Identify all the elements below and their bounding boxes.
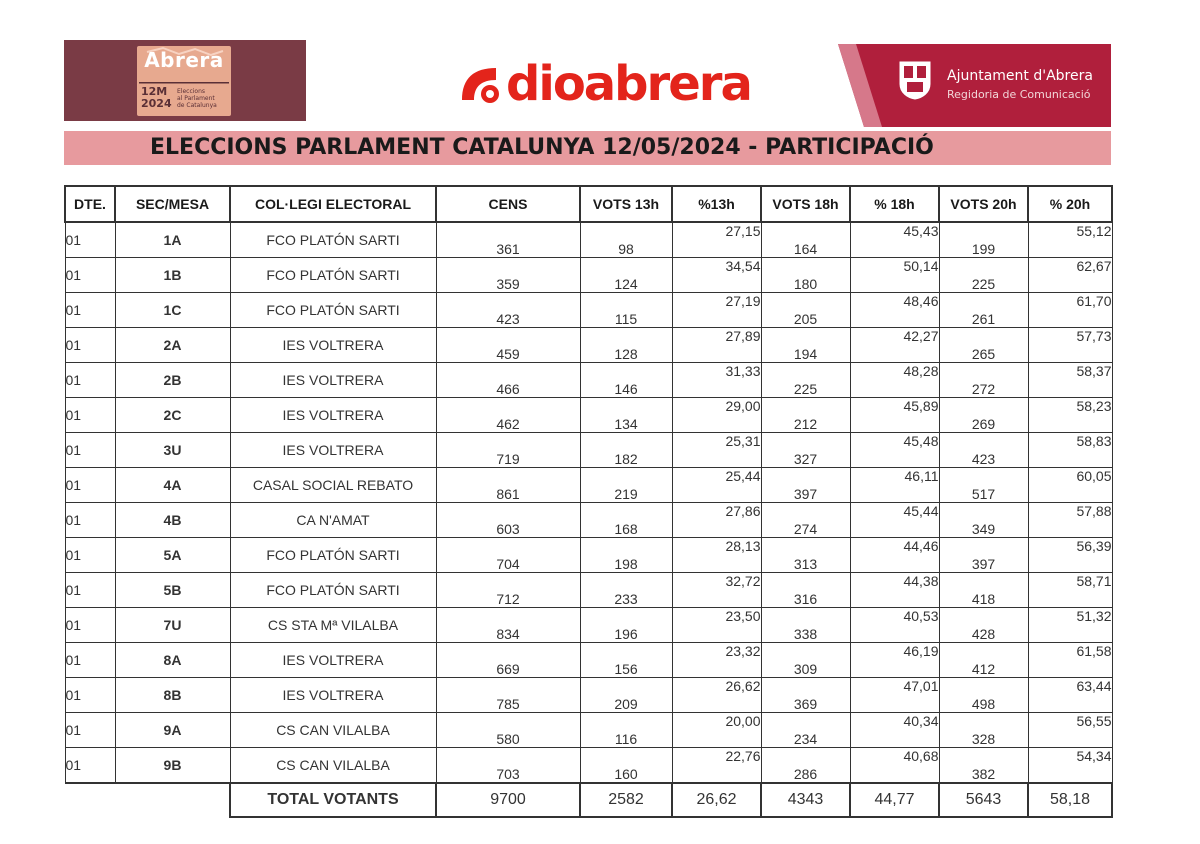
cell-vots-13h: 115 <box>580 293 672 328</box>
cell-pct-20h: 51,32 <box>1028 608 1112 643</box>
table-row <box>65 573 1112 608</box>
election-banner <box>64 40 306 121</box>
cell-dte: 01 <box>65 258 115 293</box>
cell-pct-18h: 46,19 <box>850 643 939 678</box>
cell-vots-18h: 164 <box>761 222 850 258</box>
cell-pct-20h: 57,73 <box>1028 328 1112 363</box>
cell-vots-13h: 134 <box>580 398 672 433</box>
total-pct-20h: 58,18 <box>1028 783 1112 817</box>
cell-pct-13h: 28,13 <box>672 538 761 573</box>
cell-sec-mesa: 5B <box>115 573 230 608</box>
cell-vots-20h: 269 <box>939 398 1028 433</box>
cell-pct-18h: 42,27 <box>850 328 939 363</box>
cell-vots-20h: 199 <box>939 222 1028 258</box>
cell-pct-13h: 27,19 <box>672 293 761 328</box>
cell-vots-13h: 160 <box>580 748 672 784</box>
cell-vots-13h: 128 <box>580 328 672 363</box>
ajuntament-subtitle: Regidoria de Comunicació <box>947 88 1091 101</box>
cell-pct-20h: 57,88 <box>1028 503 1112 538</box>
cell-vots-20h: 349 <box>939 503 1028 538</box>
table-row <box>65 503 1112 538</box>
cell-pct-20h: 58,37 <box>1028 363 1112 398</box>
cell-vots-20h: 328 <box>939 713 1028 748</box>
cell-dte: 01 <box>65 293 115 328</box>
table-row <box>65 643 1112 678</box>
cell-cens: 462 <box>436 398 580 433</box>
table-row <box>65 608 1112 643</box>
cell-vots-18h: 397 <box>761 468 850 503</box>
table-row <box>65 748 1112 784</box>
cell-dte: 01 <box>65 468 115 503</box>
cell-cens: 785 <box>436 678 580 713</box>
cell-sec-mesa: 2A <box>115 328 230 363</box>
cell-vots-13h: 182 <box>580 433 672 468</box>
cell-vots-13h: 196 <box>580 608 672 643</box>
cell-sec-mesa: 3U <box>115 433 230 468</box>
header-collegi: COL·LEGI ELECTORAL <box>230 186 436 222</box>
cell-pct-18h: 48,28 <box>850 363 939 398</box>
table-row <box>65 258 1112 293</box>
cell-vots-20h: 397 <box>939 538 1028 573</box>
table-row <box>65 713 1112 748</box>
cell-cens: 861 <box>436 468 580 503</box>
cell-dte: 01 <box>65 713 115 748</box>
cell-vots-20h: 225 <box>939 258 1028 293</box>
cell-vots-18h: 309 <box>761 643 850 678</box>
cell-sec-mesa: 5A <box>115 538 230 573</box>
cell-vots-18h: 338 <box>761 608 850 643</box>
cell-collegi: FCO PLATÓN SARTI <box>230 293 436 328</box>
cell-vots-18h: 369 <box>761 678 850 713</box>
total-cens: 9700 <box>436 783 580 817</box>
total-spacer <box>65 783 230 817</box>
header-pct-20h: % 20h <box>1028 186 1112 222</box>
cell-pct-13h: 31,33 <box>672 363 761 398</box>
cell-cens: 359 <box>436 258 580 293</box>
badge-subtitle: Eleccions al Parlament de Catalunya <box>177 88 217 109</box>
cell-collegi: FCO PLATÓN SARTI <box>230 258 436 293</box>
table-row <box>65 678 1112 713</box>
cell-pct-13h: 34,54 <box>672 258 761 293</box>
cell-sec-mesa: 1C <box>115 293 230 328</box>
cell-dte: 01 <box>65 328 115 363</box>
cell-pct-18h: 48,46 <box>850 293 939 328</box>
cell-vots-13h: 209 <box>580 678 672 713</box>
cell-pct-20h: 58,71 <box>1028 573 1112 608</box>
cell-sec-mesa: 8B <box>115 678 230 713</box>
table-row <box>65 468 1112 503</box>
cell-cens: 361 <box>436 222 580 258</box>
cell-sec-mesa: 1B <box>115 258 230 293</box>
cell-vots-13h: 98 <box>580 222 672 258</box>
cell-vots-20h: 498 <box>939 678 1028 713</box>
cell-vots-13h: 124 <box>580 258 672 293</box>
cell-collegi: FCO PLATÓN SARTI <box>230 538 436 573</box>
cell-vots-20h: 412 <box>939 643 1028 678</box>
cell-pct-18h: 45,89 <box>850 398 939 433</box>
cell-dte: 01 <box>65 678 115 713</box>
cell-sec-mesa: 8A <box>115 643 230 678</box>
cell-collegi: IES VOLTRERA <box>230 328 436 363</box>
cell-sec-mesa: 2B <box>115 363 230 398</box>
cell-pct-18h: 44,46 <box>850 538 939 573</box>
cell-pct-18h: 47,01 <box>850 678 939 713</box>
cell-vots-13h: 116 <box>580 713 672 748</box>
cell-vots-18h: 180 <box>761 258 850 293</box>
cell-vots-18h: 327 <box>761 433 850 468</box>
table-row <box>65 363 1112 398</box>
cell-pct-13h: 25,31 <box>672 433 761 468</box>
town-shield-icon <box>898 60 932 100</box>
cell-cens: 834 <box>436 608 580 643</box>
table-row <box>65 222 1112 258</box>
cell-collegi: CASAL SOCIAL REBATO <box>230 468 436 503</box>
cell-dte: 01 <box>65 538 115 573</box>
cell-pct-13h: 26,62 <box>672 678 761 713</box>
cell-dte: 01 <box>65 748 115 784</box>
cell-vots-20h: 418 <box>939 573 1028 608</box>
cell-vots-18h: 225 <box>761 363 850 398</box>
header-dte: DTE. <box>65 186 115 222</box>
cell-pct-13h: 25,44 <box>672 468 761 503</box>
total-label: TOTAL VOTANTS <box>230 783 436 817</box>
cell-pct-18h: 46,11 <box>850 468 939 503</box>
total-vots-20h: 5643 <box>939 783 1028 817</box>
cell-sec-mesa: 2C <box>115 398 230 433</box>
cell-vots-20h: 423 <box>939 433 1028 468</box>
cell-pct-20h: 56,39 <box>1028 538 1112 573</box>
ajuntament-banner <box>838 44 1111 127</box>
cell-pct-18h: 40,68 <box>850 748 939 784</box>
cell-pct-18h: 40,34 <box>850 713 939 748</box>
cell-pct-18h: 45,48 <box>850 433 939 468</box>
header-pct-18h: % 18h <box>850 186 939 222</box>
cell-dte: 01 <box>65 433 115 468</box>
table-row <box>65 293 1112 328</box>
cell-pct-13h: 27,89 <box>672 328 761 363</box>
cell-vots-13h: 156 <box>580 643 672 678</box>
cell-pct-20h: 61,70 <box>1028 293 1112 328</box>
title-bar <box>64 131 1111 165</box>
badge-town-name: Abrera <box>144 48 224 72</box>
cell-vots-18h: 313 <box>761 538 850 573</box>
cell-pct-20h: 61,58 <box>1028 643 1112 678</box>
participation-table <box>64 185 1113 818</box>
cell-sec-mesa: 4A <box>115 468 230 503</box>
total-vots-13h: 2582 <box>580 783 672 817</box>
cell-collegi: CS STA Mª VILALBA <box>230 608 436 643</box>
total-pct-13h: 26,62 <box>672 783 761 817</box>
radio-logo-icon <box>456 60 504 108</box>
cell-vots-18h: 316 <box>761 573 850 608</box>
election-badge <box>137 46 231 116</box>
header-vots-18h: VOTS 18h <box>761 186 850 222</box>
page-title: ELECCIONS PARLAMENT CATALUNYA 12/05/2024 - PARTICIPACIÓ <box>150 135 934 160</box>
cell-pct-13h: 32,72 <box>672 573 761 608</box>
cell-cens: 466 <box>436 363 580 398</box>
cell-vots-20h: 517 <box>939 468 1028 503</box>
header-pct-13h: %13h <box>672 186 761 222</box>
cell-vots-18h: 212 <box>761 398 850 433</box>
total-pct-18h: 44,77 <box>850 783 939 817</box>
cell-collegi: IES VOLTRERA <box>230 643 436 678</box>
cell-vots-18h: 286 <box>761 748 850 784</box>
cell-pct-20h: 58,23 <box>1028 398 1112 433</box>
cell-vots-18h: 194 <box>761 328 850 363</box>
table-row <box>65 328 1112 363</box>
radio-abrera-logo <box>456 54 751 114</box>
header-vots-13h: VOTS 13h <box>580 186 672 222</box>
header-sec-mesa: SEC/MESA <box>115 186 230 222</box>
cell-collegi: CA N'AMAT <box>230 503 436 538</box>
cell-collegi: IES VOLTRERA <box>230 398 436 433</box>
cell-pct-20h: 55,12 <box>1028 222 1112 258</box>
cell-pct-13h: 22,76 <box>672 748 761 784</box>
cell-pct-18h: 50,14 <box>850 258 939 293</box>
cell-pct-18h: 40,53 <box>850 608 939 643</box>
ajuntament-name: Ajuntament d'Abrera <box>947 68 1093 84</box>
cell-vots-13h: 198 <box>580 538 672 573</box>
cell-vots-20h: 382 <box>939 748 1028 784</box>
cell-collegi: FCO PLATÓN SARTI <box>230 573 436 608</box>
cell-vots-18h: 205 <box>761 293 850 328</box>
cell-cens: 712 <box>436 573 580 608</box>
cell-pct-13h: 29,00 <box>672 398 761 433</box>
cell-sec-mesa: 9B <box>115 748 230 784</box>
cell-sec-mesa: 9A <box>115 713 230 748</box>
cell-sec-mesa: 4B <box>115 503 230 538</box>
cell-cens: 669 <box>436 643 580 678</box>
cell-pct-13h: 23,50 <box>672 608 761 643</box>
cell-dte: 01 <box>65 608 115 643</box>
cell-pct-20h: 56,55 <box>1028 713 1112 748</box>
cell-vots-13h: 219 <box>580 468 672 503</box>
table-row <box>65 433 1112 468</box>
badge-date: 12M 2024 <box>141 85 172 110</box>
cell-dte: 01 <box>65 398 115 433</box>
table-row <box>65 398 1112 433</box>
cell-cens: 719 <box>436 433 580 468</box>
cell-pct-13h: 27,86 <box>672 503 761 538</box>
total-vots-18h: 4343 <box>761 783 850 817</box>
cell-pct-13h: 23,32 <box>672 643 761 678</box>
cell-cens: 423 <box>436 293 580 328</box>
cell-pct-20h: 62,67 <box>1028 258 1112 293</box>
cell-collegi: IES VOLTRERA <box>230 433 436 468</box>
banner-background <box>838 44 1111 127</box>
cell-vots-18h: 234 <box>761 713 850 748</box>
cell-cens: 603 <box>436 503 580 538</box>
cell-dte: 01 <box>65 573 115 608</box>
cell-vots-13h: 146 <box>580 363 672 398</box>
cell-vots-13h: 168 <box>580 503 672 538</box>
cell-sec-mesa: 1A <box>115 222 230 258</box>
cell-collegi: FCO PLATÓN SARTI <box>230 222 436 258</box>
cell-dte: 01 <box>65 363 115 398</box>
cell-dte: 01 <box>65 222 115 258</box>
cell-pct-18h: 45,44 <box>850 503 939 538</box>
cell-vots-20h: 428 <box>939 608 1028 643</box>
cell-pct-13h: 27,15 <box>672 222 761 258</box>
cell-pct-20h: 58,83 <box>1028 433 1112 468</box>
cell-collegi: IES VOLTRERA <box>230 363 436 398</box>
cell-collegi: CS CAN VILALBA <box>230 713 436 748</box>
cell-pct-18h: 45,43 <box>850 222 939 258</box>
table-body <box>65 222 1112 783</box>
cell-dte: 01 <box>65 643 115 678</box>
cell-dte: 01 <box>65 503 115 538</box>
table-header-row <box>65 186 1112 222</box>
cell-collegi: CS CAN VILALBA <box>230 748 436 784</box>
cell-vots-20h: 272 <box>939 363 1028 398</box>
total-row <box>65 783 1112 817</box>
cell-pct-20h: 54,34 <box>1028 748 1112 784</box>
cell-pct-20h: 63,44 <box>1028 678 1112 713</box>
header-vots-20h: VOTS 20h <box>939 186 1028 222</box>
cell-sec-mesa: 7U <box>115 608 230 643</box>
cell-vots-18h: 274 <box>761 503 850 538</box>
cell-cens: 459 <box>436 328 580 363</box>
cell-cens: 704 <box>436 538 580 573</box>
cell-cens: 580 <box>436 713 580 748</box>
logo-wordmark: dioabrera <box>506 56 751 112</box>
cell-pct-13h: 20,00 <box>672 713 761 748</box>
table-row <box>65 538 1112 573</box>
cell-vots-20h: 265 <box>939 328 1028 363</box>
cell-collegi: IES VOLTRERA <box>230 678 436 713</box>
cell-pct-18h: 44,38 <box>850 573 939 608</box>
cell-cens: 703 <box>436 748 580 784</box>
cell-vots-20h: 261 <box>939 293 1028 328</box>
cell-pct-20h: 60,05 <box>1028 468 1112 503</box>
header-cens: CENS <box>436 186 580 222</box>
cell-vots-13h: 233 <box>580 573 672 608</box>
